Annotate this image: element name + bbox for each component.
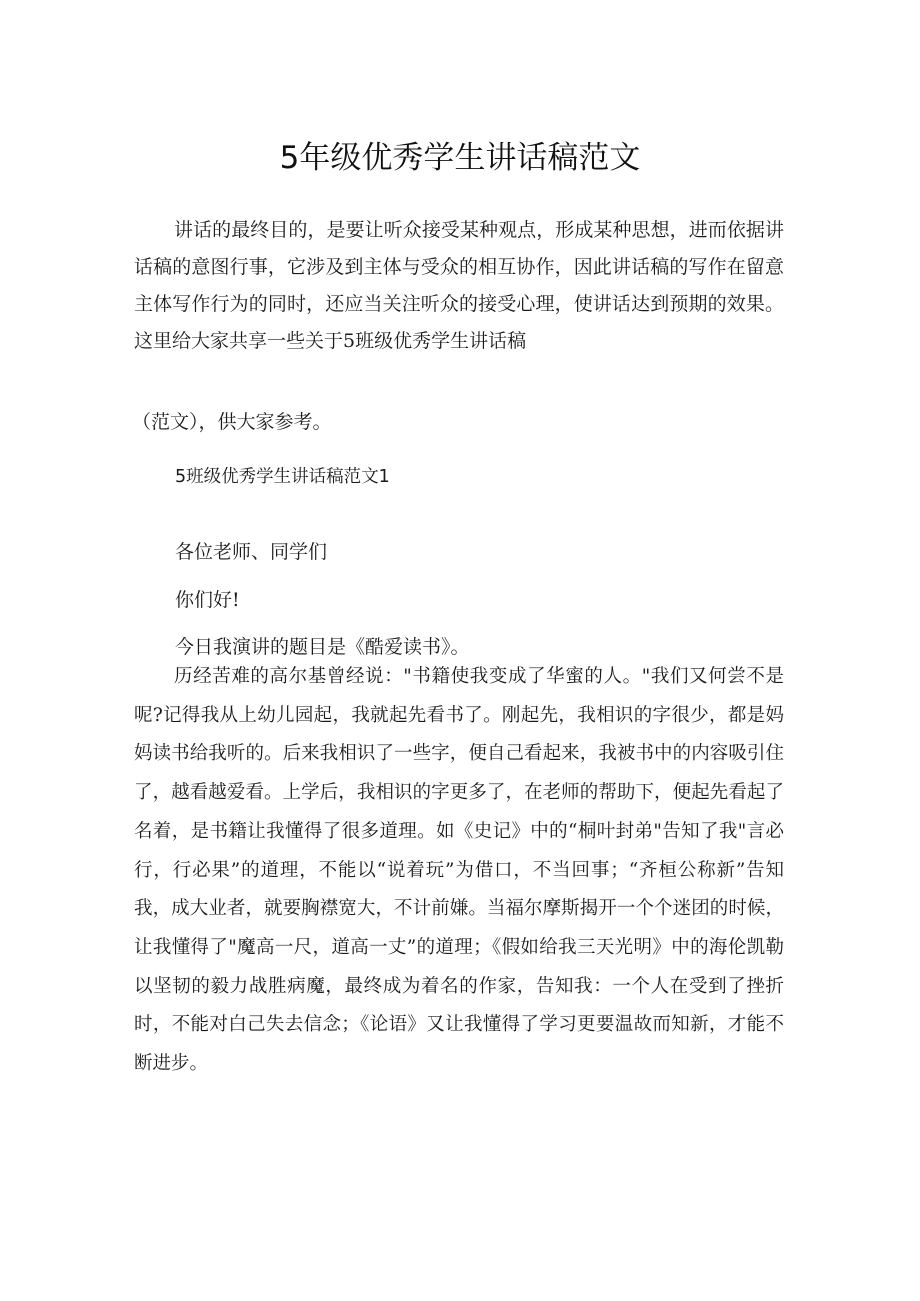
salutation: 各位老师、同学们 bbox=[175, 541, 328, 563]
topic-line: 今日我演讲的题目是《酷爱读书》。 bbox=[175, 636, 470, 658]
intro-paragraph: 讲话的最终目的，是要让听众接受某种观点，形成某种思想，进而依据讲话稿的意图行事，它涉及到主体与受众的相互协作，因此讲话稿的写作在留意主体写作行为的同时，还应当关注听众的接受心理，使讲话达到预期的效果。这里给大家共享一些关于5班级优秀学生讲话稿 bbox=[134, 219, 784, 352]
greeting: 你们好! bbox=[175, 589, 240, 611]
document-title: 5年级优秀学生讲话稿范文 bbox=[279, 140, 641, 176]
main-paragraph: 历经苦难的高尔基曾经说："书籍使我变成了华蜜的人。"我们又何尝不是呢?记得我从上幼儿园起，我就起先看书了。刚起先，我相识的字很少，都是妈妈读书给我听的。后来我相识了一些字，便自己看起来，我被书中的内容吸引住了，越看越爱看。上学后，我相识的字更多了，在老师的帮助下，便起先看起了名着，是书籍让我懂得了很多道理。如《史记》中的“桐叶封弟"告知了我"言必行，行必果”的道理，不能以“说着玩”为借口，不当回事；“齐桓公称新”告知我，成大业者，就要胸襟宽大，不计前嫌。当福尔摩斯揭开一个个迷团的时候，让我懂得了"魔高一尺，道高一丈”的道理；《假如给我三天光明》中的海伦凯勒以坚韧的毅力战胜病魔，最终成为着名的作家，告知我：一个人在受到了挫折时，不能对白己失去信念；《论语》又让我懂得了学习更要温故而知新，才能不断进步。 bbox=[134, 666, 784, 1075]
section-heading: 5班级优秀学生讲话稿范文1 bbox=[175, 467, 390, 487]
intro-tail: （范文），供大家参考。 bbox=[132, 411, 332, 433]
